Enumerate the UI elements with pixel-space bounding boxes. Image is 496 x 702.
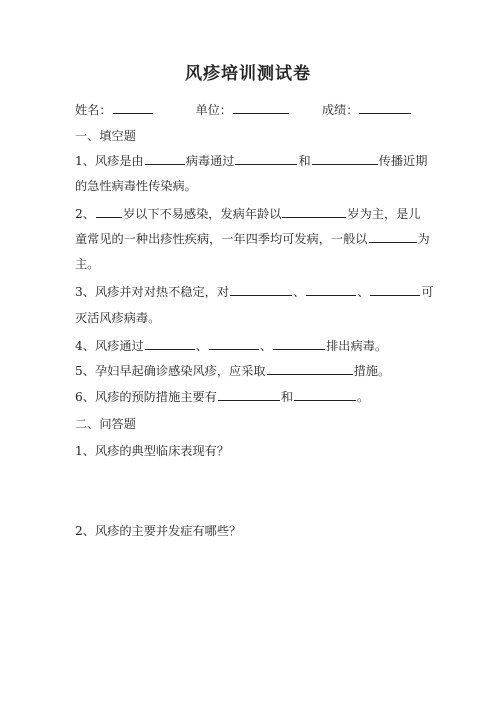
qa-question-2: 2、风疹的主要并发症有哪些？ bbox=[75, 524, 242, 538]
q3-blank-1[interactable] bbox=[230, 283, 292, 296]
question-1-line-2: 的急性病毒性传染病。 bbox=[75, 179, 197, 193]
question-2-line-2: 童常见的一种出疹性疾病，一年四季均可发病，一般以 为 bbox=[75, 232, 430, 246]
question-2-line-3: 主。 bbox=[75, 257, 100, 271]
section-heading-fill: 一、填空题 bbox=[75, 129, 136, 143]
q2-blank-1[interactable] bbox=[96, 205, 122, 218]
question-5: 5、孕妇早起确诊感染风疹，应采取 措施。 bbox=[75, 364, 391, 378]
score-blank[interactable] bbox=[359, 101, 411, 114]
question-2-line-1: 2、 岁以下不易感染，发病年龄以 岁为主，是儿 bbox=[75, 207, 421, 221]
score-label: 成绩： bbox=[321, 103, 359, 117]
q1-blank-2[interactable] bbox=[235, 152, 297, 165]
question-1-line-1: 1、风疹是由 病毒通过 和 传播近期 bbox=[75, 154, 428, 168]
question-3-line-1: 3、风疹并对对热不稳定，对 、 、 可 bbox=[75, 285, 434, 299]
q1-blank-3[interactable] bbox=[312, 152, 378, 165]
unit-blank[interactable] bbox=[233, 101, 289, 114]
q4-blank-1[interactable] bbox=[145, 337, 195, 350]
q6-blank-2[interactable] bbox=[294, 388, 356, 401]
q2-blank-3[interactable] bbox=[369, 230, 417, 243]
question-3-line-2: 灭活风疹病毒。 bbox=[75, 311, 161, 325]
info-row bbox=[75, 101, 425, 119]
q2-blank-2[interactable] bbox=[282, 205, 346, 218]
name-blank[interactable] bbox=[113, 101, 153, 114]
q6-blank-1[interactable] bbox=[218, 388, 280, 401]
q3-blank-3[interactable] bbox=[370, 283, 420, 296]
qa-question-1: 1、风疹的典型临床表现有？ bbox=[75, 444, 230, 458]
name-label: 姓名： bbox=[75, 103, 112, 117]
q3-blank-2[interactable] bbox=[306, 283, 356, 296]
page-title: 风疹培训测试卷 bbox=[185, 64, 311, 84]
question-6: 6、风疹的预防措施主要有 和 。 bbox=[75, 390, 370, 404]
q1-blank-1[interactable] bbox=[145, 152, 185, 165]
question-4: 4、风疹通过 、 、 排出病毒。 bbox=[75, 339, 388, 353]
q4-blank-2[interactable] bbox=[209, 337, 259, 350]
q4-blank-3[interactable] bbox=[273, 337, 325, 350]
unit-label: 单位： bbox=[195, 103, 232, 117]
q5-blank-1[interactable] bbox=[267, 362, 353, 375]
section-heading-qa: 二、问答题 bbox=[75, 417, 136, 431]
